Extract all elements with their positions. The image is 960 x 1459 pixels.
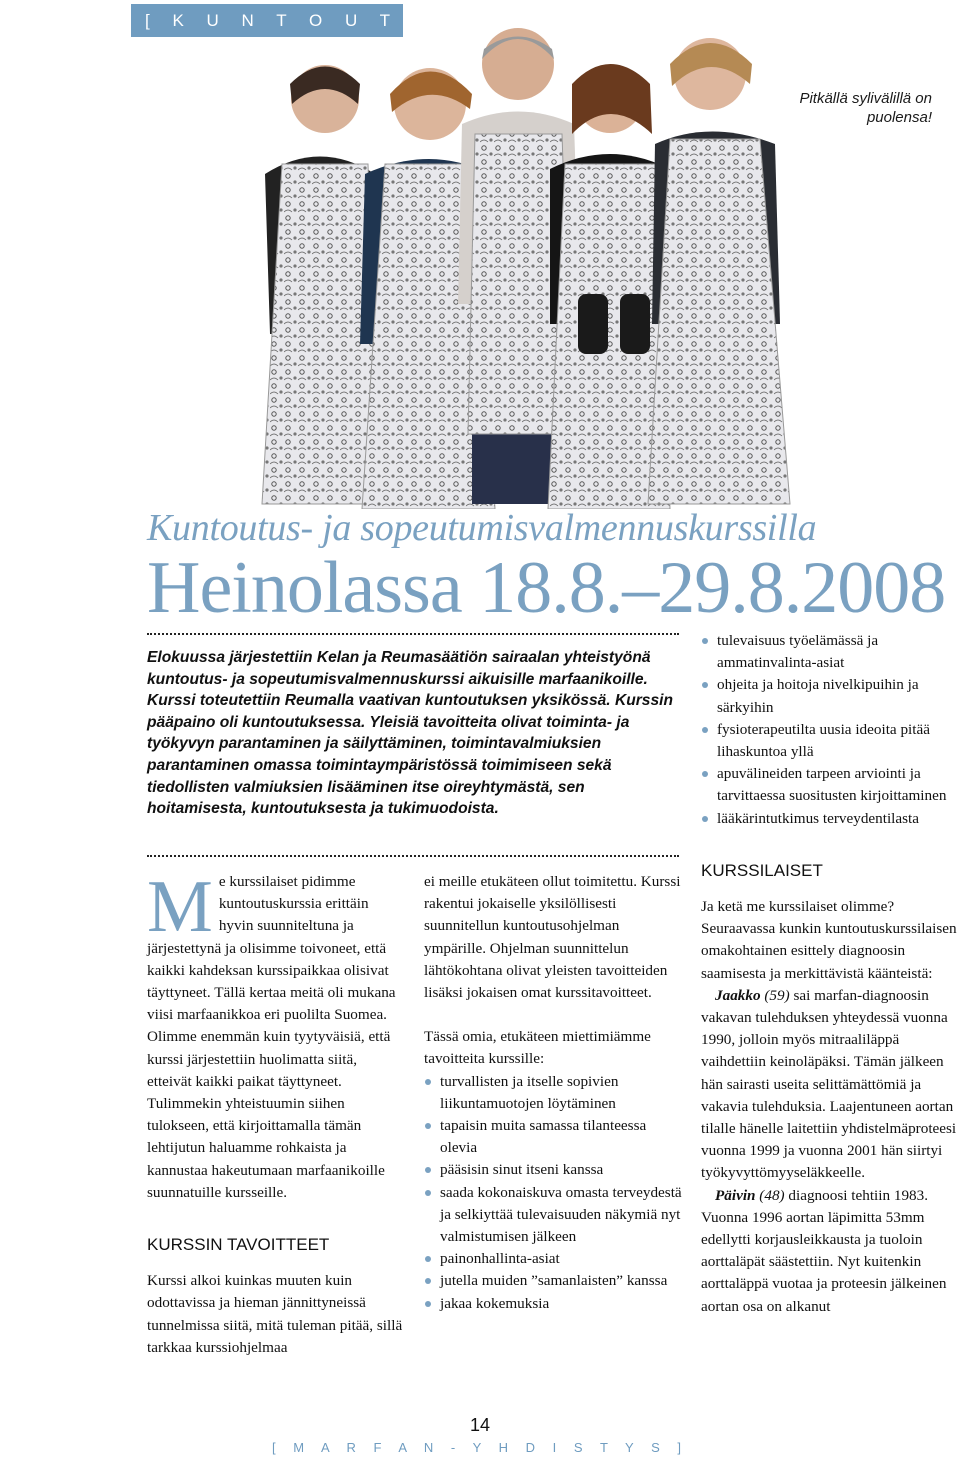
goals-paragraph: Kurssi alkoi kuinkas muuten kuin odottavissa ja hieman jännittyneissä tunnelmissa siitä, mitä tuleman pitää, sillä tarkkaa kurssiohjelmaa (147, 1272, 403, 1356)
column-3 (701, 630, 958, 1318)
magazine-name: [ M A R F A N - Y H D I S T Y S ] (272, 1440, 688, 1455)
program-paragraph: ei meille etukäteen ollut toimitettu. Kurssi rakentui jokaiselle yksilöllisesti suunnitellun kuntoutusohjelman ympärille. Ohjelman suunnittelun lähtökohtana olivat yleisten tavoitteiden lisäksi jokaisen omat kurssitavoitteet. (424, 873, 681, 1002)
person-5 (648, 38, 790, 504)
list-item: pääsisin sinut itseni kanssa (424, 1159, 682, 1181)
participant-text: sai marfan-diagnoosin vakavan tulehduksen yhteydessä vuonna 1990, jolloin myös mitraaliläppä vaihdettiin keinoläpäksi. Tämän jälkeen hän sairasti useita selittämättömiä ja vakavia tulehduksia. Laajentuneen aortan tilalle hänelle laitettiin yhdistelmäproteesi vuonna 1999 ja vuonna 2001 hän siirtyi työkyvyttömyyseläkkeelle. (701, 986, 957, 1182)
participant-age: (59) (760, 986, 790, 1004)
intro-paragraph (147, 866, 405, 1204)
participant-paivi (701, 1185, 958, 1318)
lead-paragraph (147, 647, 680, 820)
photo-caption: Pitkällä sylivälillä on puolensa! (799, 90, 932, 126)
page-number: 14 (469, 1415, 491, 1435)
participant-text: diagnoosi tehtiin 1983. Vuonna 1996 aortan läpimitta 53mm edellytti korjausleikkausta ja tuoloin aorttaläpät säästettiin. Nyt kuitenkin aorttaläppä vuotaa ja proteesin jälkeinen aortan osa on alkanut (701, 1186, 947, 1315)
intro-text: e kurssilaiset pidimme kuntoutuskurssia erittäin hyvin suunniteltuna ja järjestettynä ja olisimme toivoneet, että kaikki kahdeksan kurssipaikkaa olisivat täyttyneet. Tällä kertaa meitä oli mukana viisi marfaanikkoa eri puolilta Suomea. Olimme enemmän kuin tyytyväisiä, että kurssi järjestettiin huolimatta siitä, etteivät kaikki paikat täyttyneet. Tulimmekin yhteistuumin siihen tulokseen, että kirjoittamalla tämän lehtijutun haluamme rohkaista ja kannustaa hakeutumaan marfaanikoille suunnatuille kursseille. (147, 873, 396, 1201)
participant-jaakko (701, 985, 958, 1185)
divider-bottom (147, 855, 679, 857)
goals-list (424, 1071, 682, 1315)
list-item: jakaa kokemuksia (424, 1293, 682, 1315)
person-1 (262, 65, 378, 504)
divider-top (147, 633, 679, 635)
lead-text: Elokuussa järjestettiin Kelan ja Reumasäätiön sairaalan yhteistyönä kuntoutus- ja sopeutumisvalmennuskurssi aikuisille marfaanikoille. Kurssi toteutettiin Reumalla vaativan kuntoutuksen yksikössä. Kurssin pääpaino oli kuntoutuksessa. Yleisiä tavoitteita olivat toiminta- ja työkyvyn parantaminen ja säilyttäminen, toimintavalmiuksien parantaminen omassa toimintaympäristössä toimimiseen sekä tiedollisten valmiuksien lisääminen itse oireyhtymästä, sen hoitamisesta, kuntoutuksesta ja tukimuodoista. (147, 649, 674, 818)
participant-name: Päivin (715, 1186, 756, 1204)
subhead-goals: KURSSIN TAVOITTEET (147, 1235, 330, 1255)
list-item: tulevaisuus työelämässä ja ammatinvalinta-asiat (701, 630, 958, 674)
list-item: tapaisin muita samassa tilanteessa olevia (424, 1115, 682, 1159)
list-item: fysioterapeutilta uusia ideoita pitää lihaskuntoa yllä (701, 719, 958, 763)
goals-list-continued (701, 630, 958, 830)
section-tag: [ K U N T O U T U S ] (131, 4, 403, 37)
list-item: lääkärintutkimus terveydentilasta (701, 808, 958, 830)
list-item: turvallisten ja itselle sopivien liikuntamuotojen löytäminen (424, 1071, 682, 1115)
drop-cap: M (147, 866, 213, 948)
participants-intro: Ja ketä me kurssilaiset olimme? Seuraavassa kunkin kuntoutuskurssilaisen omakohtainen esittely diagnoosin saamisesta ja merkittävistä käänteistä: (701, 898, 957, 982)
list-item: apuvälineiden tarpeen arviointi ja tarvittaessa suositusten kirjoittaminen (701, 763, 958, 807)
column-1 (147, 866, 405, 1359)
goals-intro: Tässä omia, etukäteen miettimiämme tavoitteita kurssille: (424, 1028, 651, 1068)
title-line-2: Heinolassa 18.8.–29.8.2008 (147, 547, 946, 629)
column-2 (424, 871, 682, 1315)
list-item: jutella muiden ”samanlaisten” kanssa (424, 1270, 682, 1292)
list-item: saada kokonaiskuva omasta terveydestä ja selkiyttää tulevaisuuden näkymiä nyt valmistumisen jälkeen (424, 1182, 682, 1249)
list-item: ohjeita ja hoitoja nivelkipuihin ja särkyihin (701, 674, 958, 718)
participant-age: (48) (755, 1186, 785, 1204)
group-photo (200, 4, 820, 509)
subhead-participants: KURSSILAISET (701, 860, 823, 880)
list-item: painonhallinta-asiat (424, 1248, 682, 1270)
participant-name: Jaakko (715, 986, 761, 1004)
title-line-1: Kuntoutus- ja sopeutumisvalmennuskurssilla (147, 507, 817, 549)
